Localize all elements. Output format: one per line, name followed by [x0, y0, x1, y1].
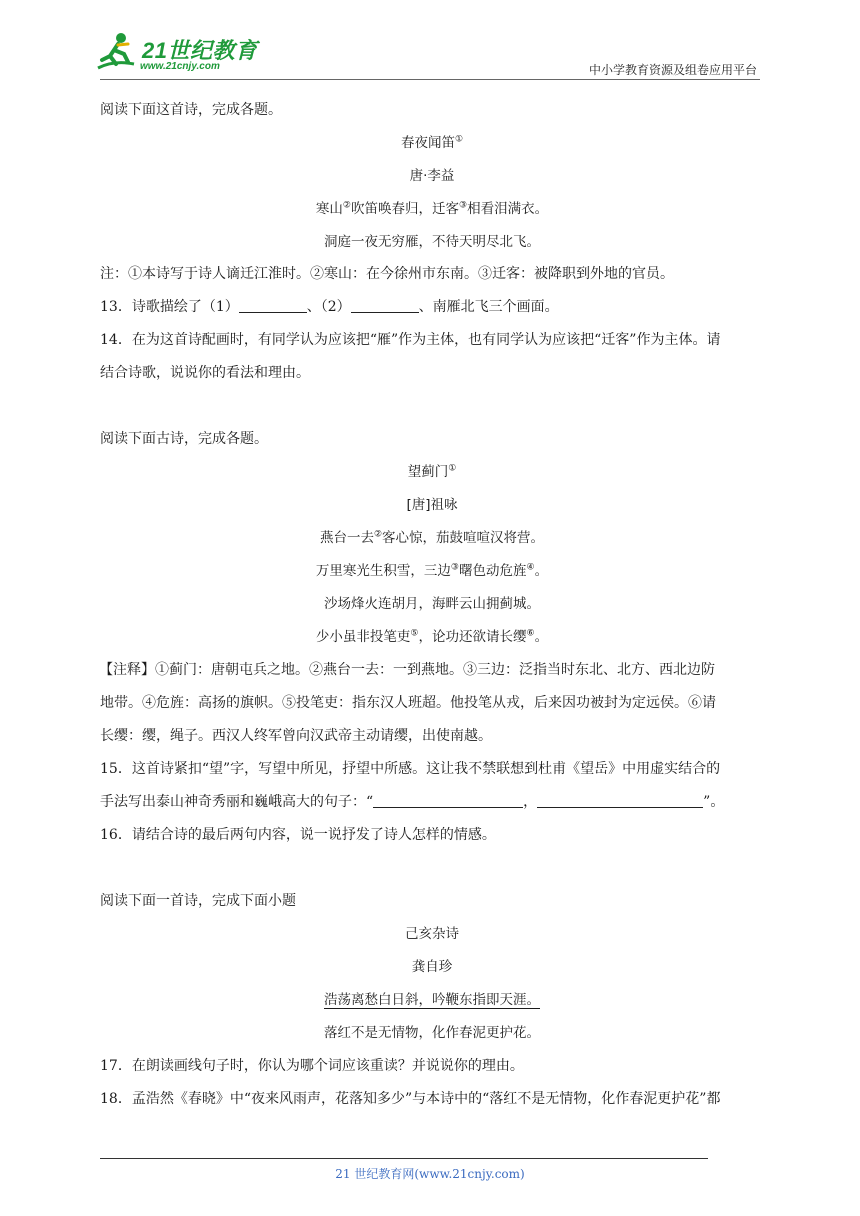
logo-text: 21世纪教育 — [142, 38, 258, 63]
poem-text: ，论功还欲请长缨 — [418, 629, 527, 645]
poem2-title-text: 望蓟门 — [407, 464, 449, 480]
poem2-line2 — [100, 561, 764, 582]
poem2-note-line2: 地带。④危旌：高扬的旗帜。⑤投笔吏：指东汉人班超。他投笔从戎，后来因功被封为定远侯。⑥请 — [100, 695, 716, 711]
question-17: 17．在朗读画线句子时，你认为哪个词应该重读？并说说你的理由。 — [100, 1058, 524, 1074]
footnote-mark: ② — [373, 529, 383, 540]
poem-text: 少小虽非投笔吏 — [315, 629, 411, 645]
poem-text: 。 — [534, 629, 549, 645]
poem-text: 。 — [534, 563, 549, 579]
poem2-line1 — [100, 528, 764, 549]
question-text: 手法写出泰山神奇秀丽和巍峨高大的句子：“ — [100, 794, 374, 810]
footnote-mark: ① — [448, 463, 457, 474]
poem1-note: 注：①本诗写于诗人谪迁江淮时。②寒山：在今徐州市东南。③迁客：被降职到外地的官员。 — [100, 266, 674, 282]
question-text: ， — [523, 794, 538, 810]
runner-logo-icon — [94, 30, 138, 76]
poem-text: 客心惊，茄鼓喧喧汉将营。 — [382, 530, 545, 546]
question-14-line2: 结合诗歌，说说你的看法和理由。 — [100, 365, 310, 381]
question-13 — [100, 297, 764, 318]
question-text: 、（2） — [306, 299, 351, 315]
poem-text: 燕台一去 — [319, 530, 374, 546]
poem-text: 曙色动危旌 — [459, 563, 527, 579]
poem2-line4 — [100, 627, 764, 648]
poem2-note-line1: 【注释】①蓟门：唐朝屯兵之地。②燕台一去：一到燕地。③三边：泛指当时东北、北方、西北边防 — [99, 662, 715, 678]
poem1-title-text: 春夜闻笛 — [400, 135, 455, 151]
poem3-title: 己亥杂诗 — [405, 926, 459, 942]
platform-name: 中小学教育资源及组卷应用平台 — [588, 63, 757, 77]
poem-text: 吹笛唤春归，迁客 — [351, 201, 459, 217]
footer-link[interactable]: 21 世纪教育网(www.21cnjy.com) — [335, 1167, 525, 1181]
question-14-line1: 14．在为这首诗配画时，有同学认为应该把“雁”作为主体，也有同学认为应该把“迁客”作为主体。请 — [100, 332, 721, 348]
document-body — [100, 100, 764, 1110]
poem2-title — [100, 462, 764, 483]
poem3-author: 龚自珍 — [411, 959, 453, 975]
question-16: 16．请结合诗的最后两句内容，说一说抒发了诗人怎样的情感。 — [100, 827, 496, 843]
poem2-author: [唐]祖咏 — [406, 497, 458, 513]
section1-intro: 阅读下面这首诗，完成各题。 — [100, 102, 282, 118]
section2-intro: 阅读下面古诗，完成各题。 — [100, 431, 268, 447]
poem1-line2: 洞庭一夜无穷雁，不待天明尽北飞。 — [324, 234, 540, 250]
poem3-line2: 落红不是无情物，化作春泥更护花。 — [324, 1025, 540, 1041]
footnote-mark: ① — [454, 134, 464, 145]
answer-blank[interactable] — [373, 793, 523, 808]
poem1-title — [100, 133, 764, 154]
footnote-mark: ⑤ — [410, 628, 419, 639]
poem1-author: 唐·李益 — [409, 168, 455, 184]
poem-text: 相看泪满衣。 — [467, 201, 549, 217]
page-header — [0, 0, 860, 82]
site-logo[interactable] — [94, 30, 264, 78]
underlined-poem-line: 浩荡离愁白日斜，吟鞭东指即天涯。 — [324, 992, 540, 1008]
footer-divider — [100, 1158, 708, 1159]
poem3-line1-underlined — [100, 990, 764, 1011]
question-15-line2 — [100, 792, 764, 813]
poem2-line3: 沙场烽火连胡月，海畔云山拥蓟城。 — [324, 596, 540, 612]
section3-intro: 阅读下面一首诗，完成下面小题 — [100, 893, 296, 909]
question-18: 18．孟浩然《春晓》中“夜来风雨声，花落知多少”与本诗中的“落红不是无情物，化作春泥更护花”都 — [100, 1091, 721, 1107]
question-text: ”。 — [703, 794, 725, 810]
footnote-mark: ③ — [459, 200, 468, 211]
question-15-line1: 15．这首诗紧扣“望”字，写望中所见，抒望中所感。这让我不禁联想到杜甫《望岳》中用虚实结合的 — [100, 761, 721, 777]
poem-text: 寒山 — [315, 201, 343, 217]
answer-blank[interactable] — [351, 298, 419, 313]
question-text: 、南雁北飞三个画面。 — [418, 299, 559, 315]
footnote-mark: ④ — [526, 562, 535, 573]
footnote-mark: ② — [342, 200, 351, 211]
poem-text: 万里寒光生积雪，三边 — [315, 563, 451, 579]
logo-url: www.21cnjy.com — [140, 61, 220, 72]
footnote-mark: ⑥ — [526, 628, 535, 639]
poem2-note-line3: 长缨：缨，绳子。西汉人终军曾向汉武帝主动请缨，出使南越。 — [100, 728, 492, 744]
answer-blank[interactable] — [537, 793, 703, 808]
poem1-line1 — [100, 199, 764, 220]
answer-blank[interactable] — [239, 298, 307, 313]
footnote-mark: ③ — [450, 562, 459, 573]
question-text: 13．诗歌描绘了（1） — [100, 299, 239, 315]
header-divider — [100, 79, 760, 80]
